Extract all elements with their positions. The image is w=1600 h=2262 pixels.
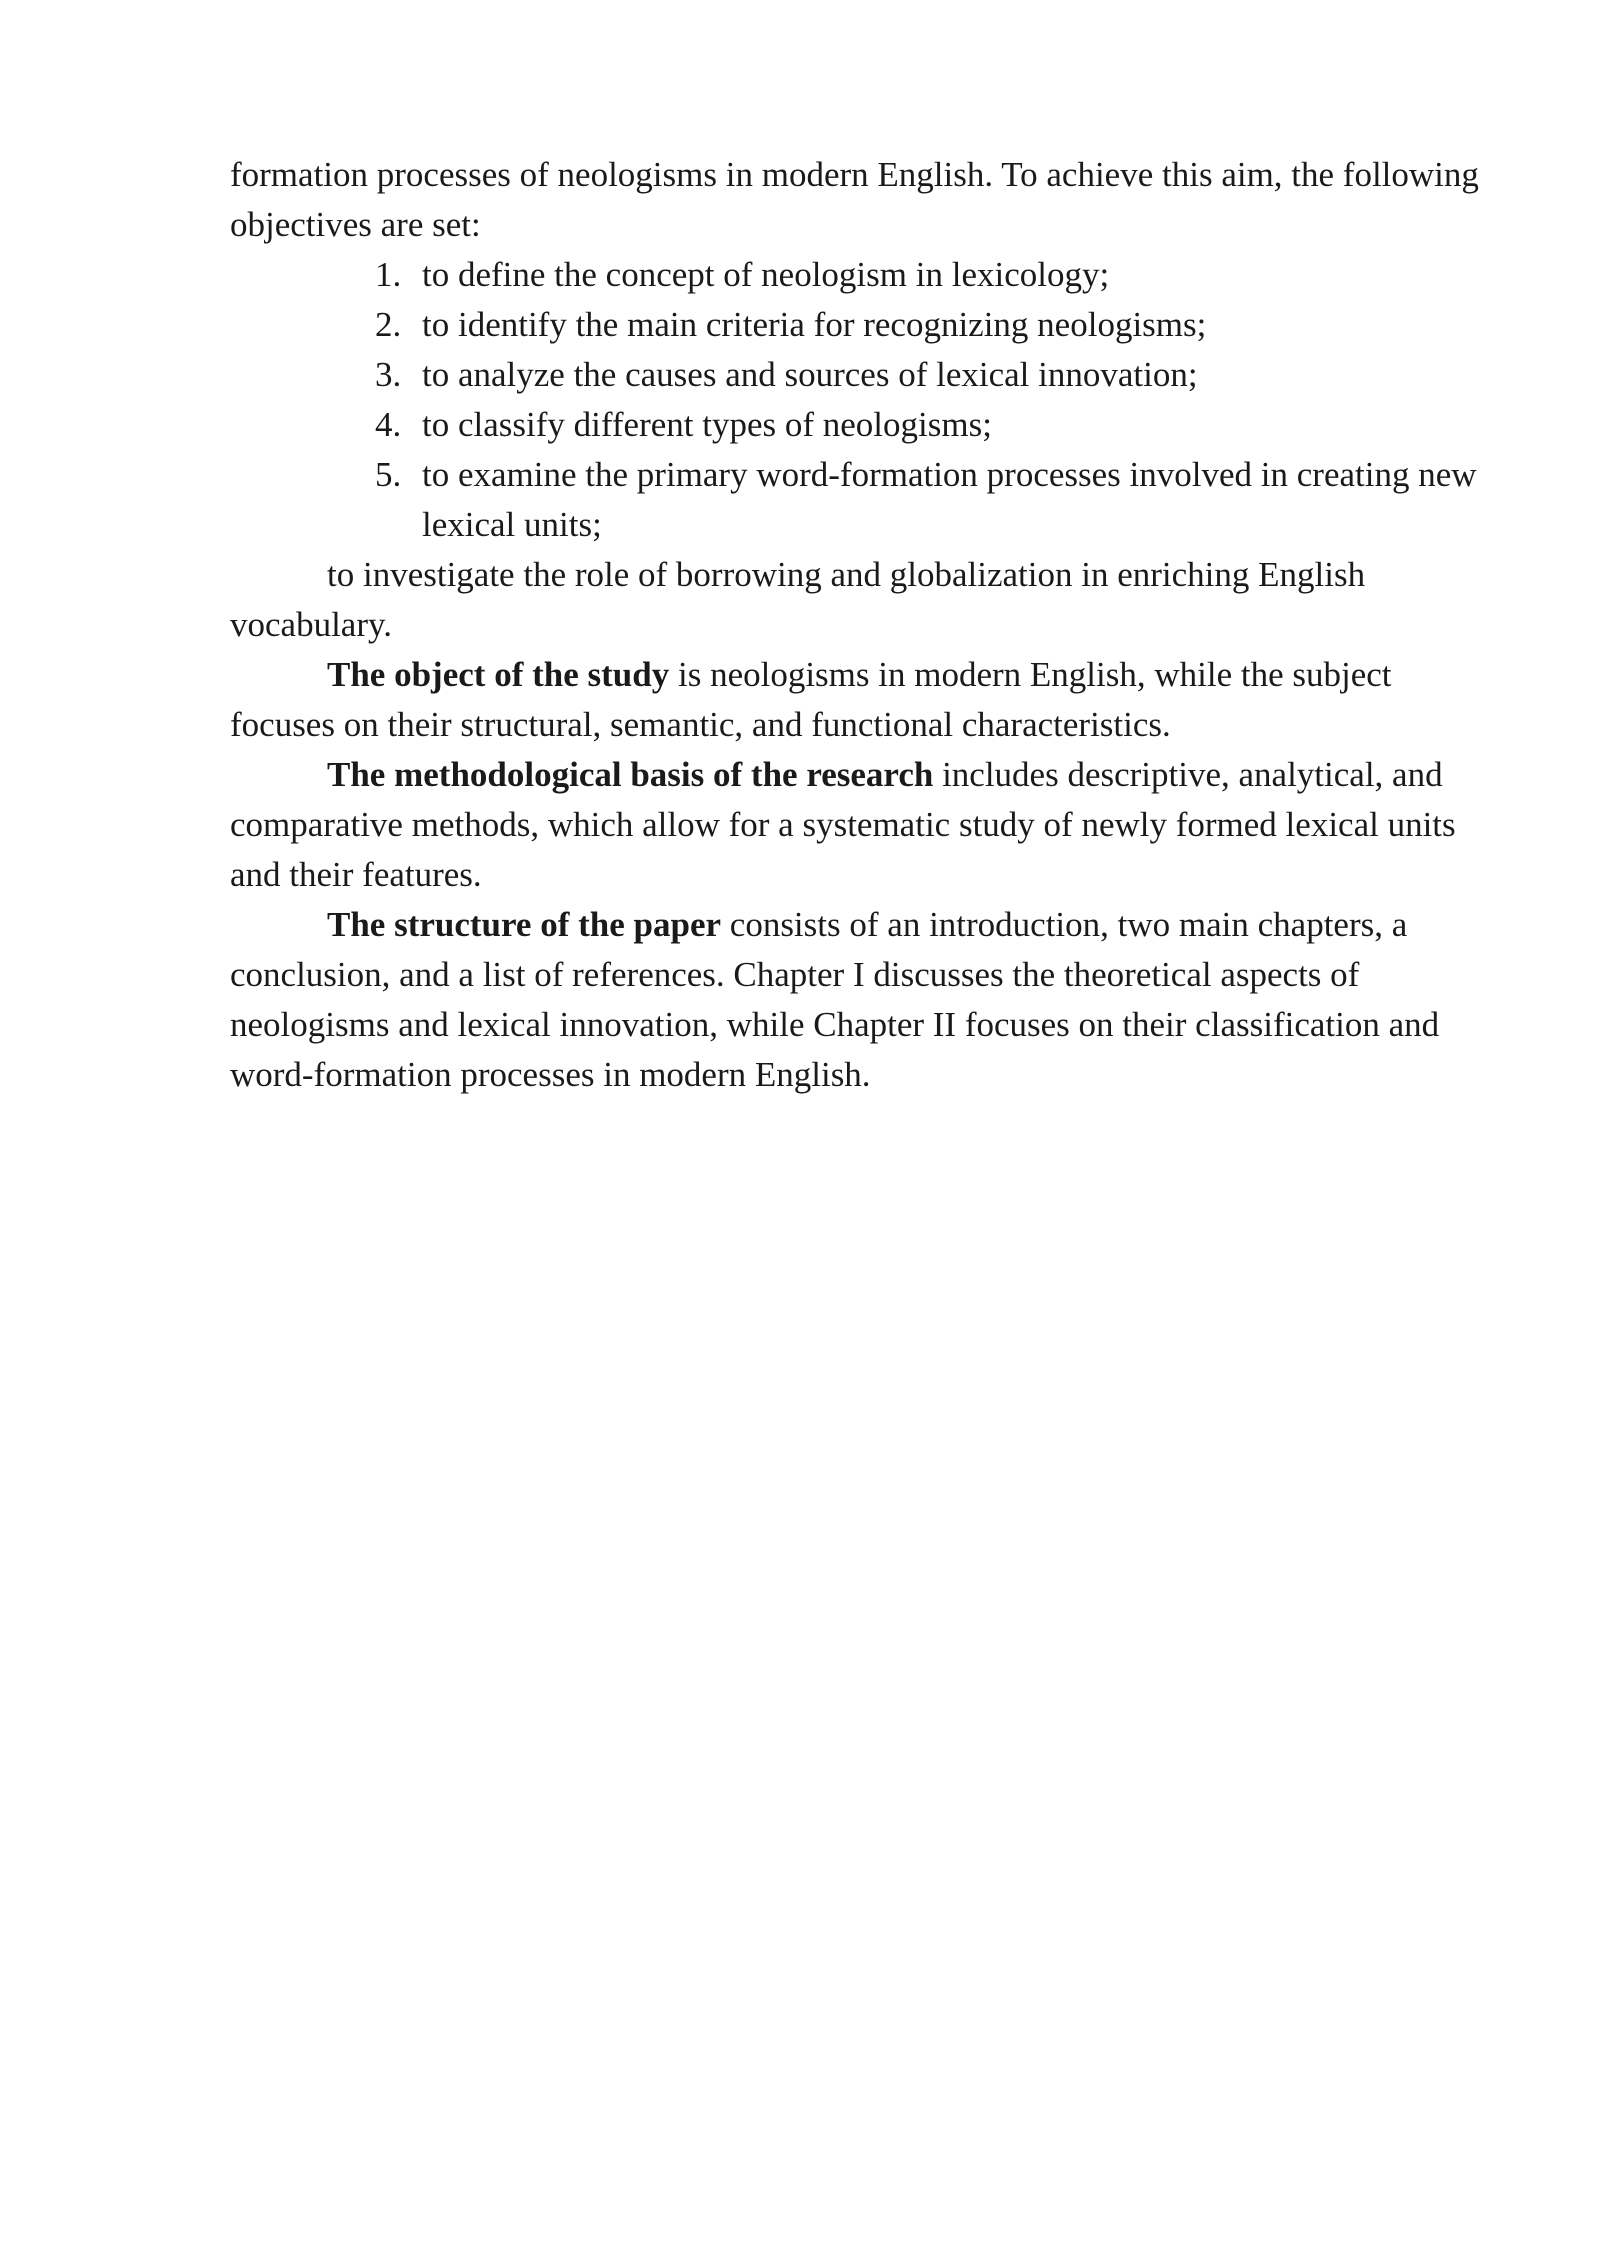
list-item bbox=[375, 250, 1490, 300]
list-number: 2. bbox=[375, 305, 402, 344]
list-item bbox=[375, 450, 1490, 550]
list-item-text: to examine the primary word-formation processes involved in creating new lexical units; bbox=[422, 455, 1477, 544]
list-number: 1. bbox=[375, 255, 402, 294]
list-item-text: to classify different types of neologisms; bbox=[422, 405, 992, 444]
list-item bbox=[375, 300, 1490, 350]
list-number: 5. bbox=[375, 455, 402, 494]
object-heading: The object of the study bbox=[327, 655, 670, 694]
method-paragraph bbox=[230, 750, 1490, 900]
structure-heading: The structure of the paper bbox=[327, 905, 722, 944]
method-heading: The methodological basis of the research bbox=[327, 755, 934, 794]
list-number: 4. bbox=[375, 405, 402, 444]
method-text: includes descriptive, analytical, and comparative methods, which allow for a systematic study of newly formed lexical units and their features. bbox=[230, 755, 1456, 894]
structure-text: consists of an introduction, two main chapters, a conclusion, and a list of references. Chapter I discusses the theoretical aspects of neologisms and lexical innovation, while Chapter II focuses on their classification and word-formation processes in modern English. bbox=[230, 905, 1440, 1094]
list-item bbox=[375, 400, 1490, 450]
structure-paragraph bbox=[230, 900, 1490, 1100]
intro-paragraph: formation processes of neologisms in modern English. To achieve this aim, the following objectives are set: bbox=[230, 155, 1479, 244]
borrowing-paragraph: to investigate the role of borrowing and globalization in enriching English vocabulary. bbox=[230, 555, 1366, 644]
objectives-list bbox=[230, 250, 1490, 550]
list-item-text: to identify the main criteria for recognizing neologisms; bbox=[422, 305, 1207, 344]
list-item-text: to define the concept of neologism in lexicology; bbox=[422, 255, 1110, 294]
page-body bbox=[230, 150, 1490, 1100]
list-item-text: to analyze the causes and sources of lexical innovation; bbox=[422, 355, 1198, 394]
object-paragraph bbox=[230, 650, 1490, 750]
list-item bbox=[375, 350, 1490, 400]
object-text: is neologisms in modern English, while the subject focuses on their structural, semantic, and functional characteristics. bbox=[230, 655, 1392, 744]
list-number: 3. bbox=[375, 355, 402, 394]
